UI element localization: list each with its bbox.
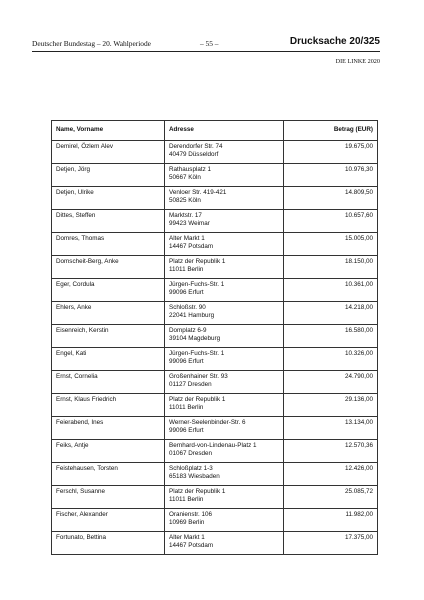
cell-address bbox=[165, 325, 284, 348]
cell-name bbox=[52, 233, 165, 256]
amount-value: 25.085,72 bbox=[344, 488, 373, 495]
table-row bbox=[52, 210, 378, 233]
person-name: Demirel, Özlem Alev bbox=[56, 143, 114, 150]
amount-value: 15.005,00 bbox=[344, 235, 373, 242]
cell-amount bbox=[284, 210, 378, 233]
cell-address bbox=[165, 532, 284, 555]
cell-address bbox=[165, 348, 284, 371]
table-row bbox=[52, 532, 378, 555]
address-street: Alter Markt 1 bbox=[169, 235, 205, 242]
address-city: 50825 Köln bbox=[169, 197, 201, 205]
amount-value: 12.426,00 bbox=[344, 465, 373, 472]
column-header-name: Name, Vorname bbox=[52, 121, 165, 141]
amount-value: 14.809,50 bbox=[344, 189, 373, 196]
person-name: Eger, Cordula bbox=[56, 281, 95, 288]
cell-amount bbox=[284, 371, 378, 394]
header-parliament-term: Deutscher Bundestag – 20. Wahlperiode bbox=[32, 39, 151, 48]
cell-amount bbox=[284, 486, 378, 509]
person-name: Ferschl, Susanne bbox=[56, 488, 106, 495]
cell-amount bbox=[284, 509, 378, 532]
address-street: Derendorfer Str. 74 bbox=[169, 143, 223, 150]
cell-amount bbox=[284, 463, 378, 486]
table-row bbox=[52, 325, 378, 348]
cell-amount bbox=[284, 141, 378, 164]
cell-name bbox=[52, 532, 165, 555]
address-street: Bernhard-von-Lindenau-Platz 1 bbox=[169, 442, 257, 449]
cell-name bbox=[52, 486, 165, 509]
address-city: 50667 Köln bbox=[169, 174, 201, 182]
person-name: Feistehausen, Torsten bbox=[56, 465, 118, 472]
person-name: Engel, Kati bbox=[56, 350, 87, 357]
table-body bbox=[52, 141, 378, 555]
address-city: 11011 Berlin bbox=[169, 496, 204, 504]
person-name: Ernst, Cornelia bbox=[56, 373, 98, 380]
amount-value: 13.134,00 bbox=[344, 419, 373, 426]
cell-amount bbox=[284, 233, 378, 256]
address-city: 99423 Weimar bbox=[169, 220, 210, 228]
amount-value: 18.150,00 bbox=[344, 258, 373, 265]
amount-value: 17.375,00 bbox=[344, 534, 373, 541]
cell-address bbox=[165, 279, 284, 302]
cell-address bbox=[165, 187, 284, 210]
cell-amount bbox=[284, 187, 378, 210]
cell-name bbox=[52, 279, 165, 302]
person-name: Fischer, Alexander bbox=[56, 511, 108, 518]
person-name: Dittes, Steffen bbox=[56, 212, 96, 219]
amount-value: 14.218,00 bbox=[344, 304, 373, 311]
cell-amount bbox=[284, 302, 378, 325]
cell-address bbox=[165, 463, 284, 486]
table-row bbox=[52, 417, 378, 440]
address-street: Marktstr. 17 bbox=[169, 212, 202, 219]
person-name: Fortunato, Bettina bbox=[56, 534, 107, 541]
document-number-value: 325 bbox=[363, 36, 380, 47]
cell-name bbox=[52, 348, 165, 371]
cell-name bbox=[52, 509, 165, 532]
table-row bbox=[52, 279, 378, 302]
person-name: Ehlers, Anke bbox=[56, 304, 92, 311]
amount-value: 24.790,00 bbox=[344, 373, 373, 380]
cell-amount bbox=[284, 256, 378, 279]
person-name: Detjen, Jörg bbox=[56, 166, 90, 173]
address-city: 65183 Wiesbaden bbox=[169, 473, 220, 481]
amount-value: 12.570,36 bbox=[344, 442, 373, 449]
cell-name bbox=[52, 463, 165, 486]
address-street: Venloer Str. 419-421 bbox=[169, 189, 227, 196]
cell-amount bbox=[284, 279, 378, 302]
person-name: Eisenreich, Kerstin bbox=[56, 327, 109, 334]
table-row bbox=[52, 141, 378, 164]
table-row bbox=[52, 394, 378, 417]
cell-amount bbox=[284, 164, 378, 187]
page-number: – 55 – bbox=[200, 39, 219, 48]
address-city: 11011 Berlin bbox=[169, 266, 204, 274]
table-row bbox=[52, 486, 378, 509]
amount-value: 19.675,00 bbox=[344, 143, 373, 150]
address-city: 14467 Potsdam bbox=[169, 542, 214, 550]
donations-table bbox=[51, 120, 378, 555]
cell-amount bbox=[284, 394, 378, 417]
column-header-amount: Betrag (EUR) bbox=[284, 121, 378, 141]
amount-value: 29.136,00 bbox=[344, 396, 373, 403]
cell-name bbox=[52, 417, 165, 440]
amount-value: 10.976,30 bbox=[344, 166, 373, 173]
address-city: 01127 Dresden bbox=[169, 381, 212, 389]
person-name: Detjen, Ulrike bbox=[56, 189, 94, 196]
amount-value: 10.326,00 bbox=[344, 350, 373, 357]
amount-value: 10.657,60 bbox=[344, 212, 373, 219]
amount-value: 16.580,00 bbox=[344, 327, 373, 334]
cell-name bbox=[52, 210, 165, 233]
table-row bbox=[52, 348, 378, 371]
cell-name bbox=[52, 394, 165, 417]
amount-value: 11.982,00 bbox=[345, 511, 373, 518]
address-street: Werner-Seelenbinder-Str. 6 bbox=[169, 419, 246, 426]
address-city: 22041 Hamburg bbox=[169, 312, 215, 320]
address-street: Großenhainer Str. 93 bbox=[169, 373, 228, 380]
cell-name bbox=[52, 256, 165, 279]
address-street: Schloßstr. 90 bbox=[169, 304, 206, 311]
cell-name bbox=[52, 302, 165, 325]
cell-amount bbox=[284, 440, 378, 463]
column-header-address: Adresse bbox=[165, 121, 284, 141]
cell-address bbox=[165, 486, 284, 509]
table-row bbox=[52, 509, 378, 532]
cell-address bbox=[165, 141, 284, 164]
address-street: Schloßplatz 1-3 bbox=[169, 465, 213, 472]
cell-address bbox=[165, 233, 284, 256]
cell-name bbox=[52, 325, 165, 348]
person-name: Domscheit-Berg, Anke bbox=[56, 258, 119, 265]
address-street: Domplatz 6-9 bbox=[169, 327, 207, 334]
table-row bbox=[52, 164, 378, 187]
address-street: Oranienstr. 106 bbox=[169, 511, 213, 518]
amount-value: 10.361,00 bbox=[344, 281, 373, 288]
address-city: 99096 Erfurt bbox=[169, 289, 204, 297]
cell-name bbox=[52, 371, 165, 394]
table-row bbox=[52, 302, 378, 325]
address-street: Jürgen-Fuchs-Str. 1 bbox=[169, 281, 225, 288]
cell-amount bbox=[284, 325, 378, 348]
cell-address bbox=[165, 417, 284, 440]
table-row bbox=[52, 187, 378, 210]
cell-address bbox=[165, 210, 284, 233]
cell-address bbox=[165, 256, 284, 279]
address-city: 11011 Berlin bbox=[169, 404, 204, 412]
address-city: 99096 Erfurt bbox=[169, 358, 204, 366]
header-rule bbox=[32, 51, 380, 52]
cell-name bbox=[52, 141, 165, 164]
cell-address bbox=[165, 164, 284, 187]
address-city: 14467 Potsdam bbox=[169, 243, 214, 251]
cell-amount bbox=[284, 532, 378, 555]
table-row bbox=[52, 233, 378, 256]
person-name: Feiks, Antje bbox=[56, 442, 89, 449]
address-street: Alter Markt 1 bbox=[169, 534, 205, 541]
address-street: Platz der Republik 1 bbox=[169, 488, 226, 495]
table-row bbox=[52, 256, 378, 279]
cell-address bbox=[165, 371, 284, 394]
cell-address bbox=[165, 509, 284, 532]
cell-address bbox=[165, 394, 284, 417]
table-row bbox=[52, 440, 378, 463]
cell-name bbox=[52, 440, 165, 463]
address-city: 39104 Magdeburg bbox=[169, 335, 221, 343]
cell-address bbox=[165, 302, 284, 325]
address-city: 99096 Erfurt bbox=[169, 427, 204, 435]
cell-address bbox=[165, 440, 284, 463]
cell-name bbox=[52, 164, 165, 187]
address-street: Jürgen-Fuchs-Str. 1 bbox=[169, 350, 225, 357]
cell-amount bbox=[284, 417, 378, 440]
address-city: 10969 Berlin bbox=[169, 519, 205, 527]
cell-amount bbox=[284, 348, 378, 371]
document-number-prefix: Drucksache 20/ bbox=[289, 36, 364, 47]
table-header-row bbox=[52, 121, 378, 141]
person-name: Ernst, Klaus Friedrich bbox=[56, 396, 117, 403]
address-city: 40479 Düsseldorf bbox=[169, 151, 219, 159]
person-name: Feierabend, Ines bbox=[56, 419, 104, 426]
section-label: DIE LINKE 2020 bbox=[335, 58, 380, 65]
address-street: Rathausplatz 1 bbox=[169, 166, 212, 173]
table-row bbox=[52, 371, 378, 394]
address-street: Platz der Republik 1 bbox=[169, 258, 226, 265]
cell-name bbox=[52, 187, 165, 210]
person-name: Domres, Thomas bbox=[56, 235, 105, 242]
table-row bbox=[52, 463, 378, 486]
address-city: 01067 Dresden bbox=[169, 450, 213, 458]
address-street: Platz der Republik 1 bbox=[169, 396, 226, 403]
document-number bbox=[290, 36, 380, 47]
